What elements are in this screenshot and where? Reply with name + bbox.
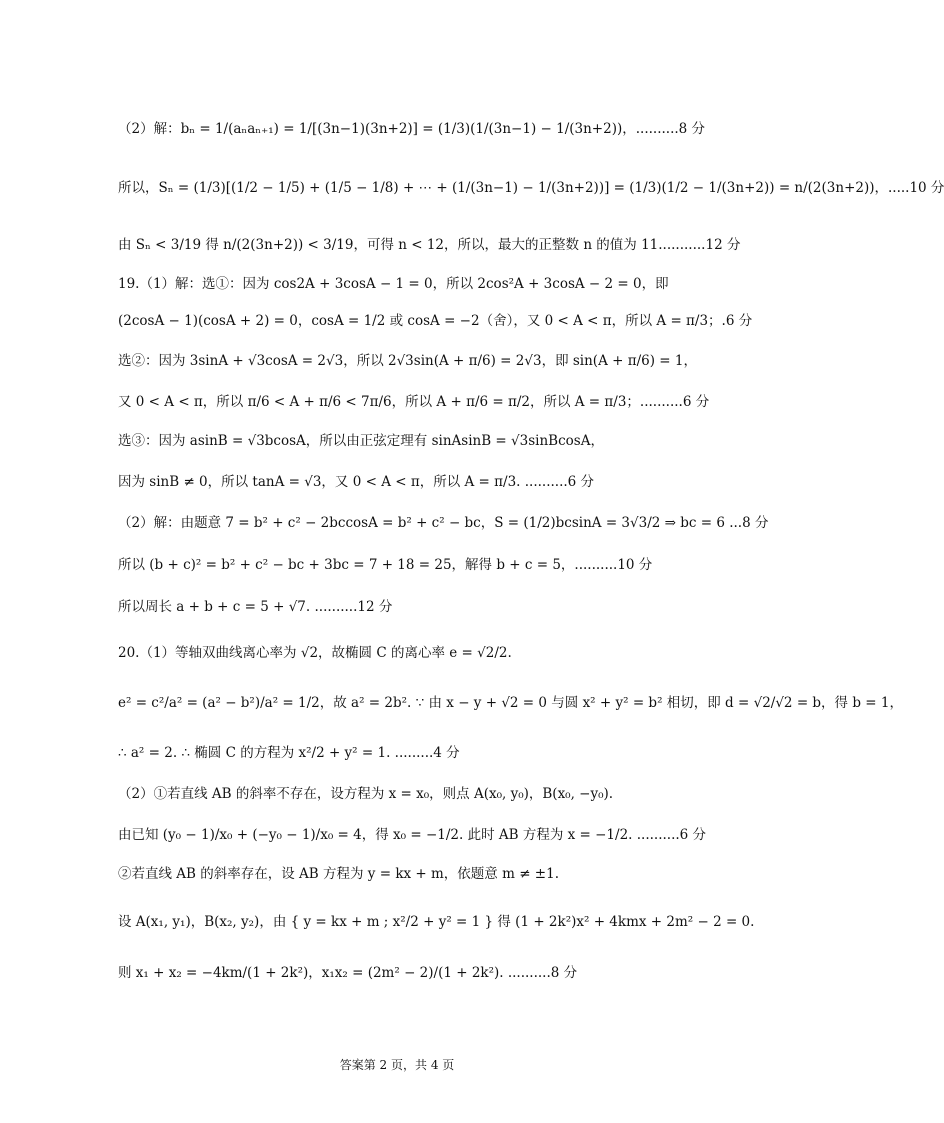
solution-line: 由已知 (y₀ − 1)/x₀ + (−y₀ − 1)/x₀ = 4，得 x₀ = −1/2. 此时 AB 方程为 x = −1/2. ..........6 分	[118, 827, 707, 843]
solution-line: (2cosA − 1)(cosA + 2) = 0，cosA = 1/2 或 cosA = −2（舍），又 0 < A < π，所以 A = π/3；.6 分	[118, 313, 753, 329]
solution-line: （2）①若直线 AB 的斜率不存在，设方程为 x = x₀，则点 A(x₀, y₀)，B(x₀, −y₀).	[118, 786, 614, 802]
solution-line: （2）解：bₙ = 1/(aₙaₙ₊₁) = 1/[(3n−1)(3n+2)] = (1/3)(1/(3n−1) − 1/(3n+2))，..........8 分	[118, 121, 706, 137]
solution-line: 19.（1）解：选①：因为 cos2A + 3cosA − 1 = 0，所以 2cos²A + 3cosA − 2 = 0，即	[118, 276, 669, 292]
solution-line: 所以，Sₙ = (1/3)[(1/2 − 1/5) + (1/5 − 1/8) + ⋯ + (1/(3n−1) − 1/(3n+2))] = (1/3)(1/2 − 1/(3n+2)) = n/(2(3n+2))，.....10 分	[118, 180, 944, 196]
solution-line: 20.（1）等轴双曲线离心率为 √2，故椭圆 C 的离心率 e = √2/2.	[118, 645, 512, 661]
solution-line: 设 A(x₁, y₁)，B(x₂, y₂)，由 { y = kx + m ; x²/2 + y² = 1 } 得 (1 + 2k²)x² + 4kmx + 2m² − 2 = 0.	[118, 914, 755, 930]
solution-line: 由 Sₙ < 3/19 得 n/(2(3n+2)) < 3/19，可得 n < 12，所以，最大的正整数 n 的值为 11...........12 分	[118, 237, 741, 253]
solution-line: 选③：因为 asinB = √3bcosA，所以由正弦定理有 sinAsinB = √3sinBcosA，	[118, 433, 604, 449]
solution-line: 所以周长 a + b + c = 5 + √7. ..........12 分	[118, 599, 393, 615]
solution-line: 选②：因为 3sinA + √3cosA = 2√3，所以 2√3sin(A + π/6) = 2√3，即 sin(A + π/6) = 1，	[118, 353, 697, 369]
solution-line: 所以 (b + c)² = b² + c² − bc + 3bc = 7 + 18 = 25，解得 b + c = 5，..........10 分	[118, 557, 653, 573]
solution-line: 因为 sinB ≠ 0，所以 tanA = √3，又 0 < A < π，所以 A = π/3. ..........6 分	[118, 474, 595, 490]
page-footer: 答案第 2 页，共 4 页	[339, 1058, 455, 1072]
solution-line: ②若直线 AB 的斜率存在，设 AB 方程为 y = kx + m，依题意 m ≠ ±1.	[118, 866, 559, 882]
solution-line: 又 0 < A < π，所以 π/6 < A + π/6 < 7π/6，所以 A + π/6 = π/2，所以 A = π/3；..........6 分	[118, 394, 710, 410]
solution-line: e² = c²/a² = (a² − b²)/a² = 1/2，故 a² = 2b². ∵ 由 x − y + √2 = 0 与圆 x² + y² = b² 相切，即 d = √2/√2 = b，得 b = 1，	[118, 695, 903, 711]
solution-line: ∴ a² = 2. ∴ 椭圆 C 的方程为 x²/2 + y² = 1. .........4 分	[118, 745, 460, 761]
solution-line: 则 x₁ + x₂ = −4km/(1 + 2k²)，x₁x₂ = (2m² − 2)/(1 + 2k²). ..........8 分	[118, 965, 578, 981]
solution-line: （2）解：由题意 7 = b² + c² − 2bccosA = b² + c² − bc，S = (1/2)bcsinA = 3√3/2 ⇒ bc = 6 ...8 分	[118, 515, 769, 531]
